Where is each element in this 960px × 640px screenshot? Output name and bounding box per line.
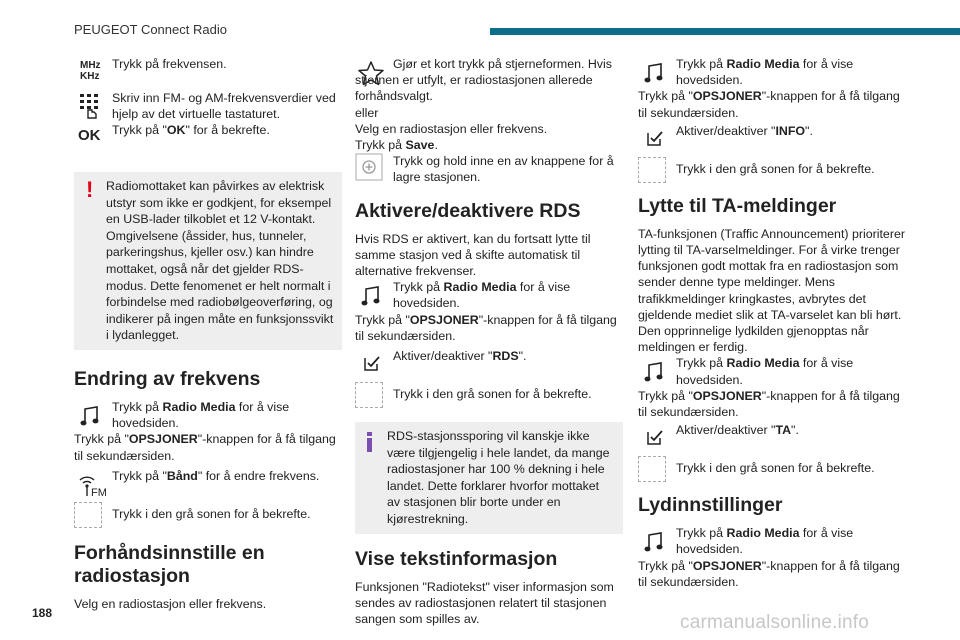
step-options: Trykk på "OPSJONER"-knappen for å få tilgang til sekundærsiden. [638,89,900,120]
step-tap-frequency [74,56,342,86]
step-text-ok: Trykk på "OK" for å bekrefte. [112,123,270,138]
step-keypad [74,90,342,154]
keypad-icon [78,92,108,122]
step-options: Trykk på "OPSJONER"-knappen for å få tilgang til sekundærsiden. [638,388,900,420]
step-radio-media: Trykk på Radio Media for å vise hovedsiden. [638,525,906,557]
warning-note: ! Radiomottaket kan påvirkes av elektrisk utstyr som ikke er godkjent, for eksempel en USB-lader tilkoblet et 12 V-kontakt. Omgivelsene (åssider, hus, tunneler, parkeringshus, kjeller osv.) kan hindre mottaket, også når det gjelder RDS-modus. Dette fenomenet er helt normalt i forbindelse med radiobølgeoverføring, og indikerer på ingen måte en funksjonssvikt i lydanlegget. [74,172,342,350]
mhz-khz-icon: MHz KHz [80,60,101,82]
step-text: Trykk på frekvensen. [112,57,227,71]
star-icon [357,60,387,90]
step-band: FM Trykk på "Bånd" for å endre frekvens. [74,468,342,498]
step-gray-zone: Trykk i den grå sonen for å bekrefte. [74,502,342,532]
column-3 [638,56,906,590]
text-select-station: Velg en radiostasjon eller frekvens. [355,121,548,136]
preset-add-icon [355,153,385,183]
header-accent-bar [490,28,960,35]
paragraph-select-station: Velg en radiostasjon eller frekvens. [74,596,267,611]
music-note-icon [644,62,674,92]
ok-icon: OK [78,127,101,144]
step-star: Gjør et kort trykk på stjerneformen. Hvis stjernen er utfylt, er radiostasjonen allerede forhåndsvalgt. [355,57,612,104]
step-text: Skriv inn FM- og AM-frekvensverdier ved hjelp av det virtuelle tastaturet. [112,91,336,122]
gray-zone-icon [74,502,104,532]
heading-change-frequency: Endring av frekvens [74,367,261,390]
step-options: Trykk på "OPSJONER"-knappen for å få tilgang til sekundærsiden. [355,312,617,343]
step-radio-media: Trykk på Radio Media for å vise hovedsiden. [638,56,906,88]
music-note-icon [644,531,674,561]
step-ta-toggle: Aktiver/deaktiver "TA". [638,422,906,452]
step-gray-zone: Trykk i den grå sonen for å bekrefte. [638,157,906,187]
column-2 [355,56,623,627]
step-radio-media: Trykk på Radio Media for å vise hovedsiden. [74,399,342,431]
heading-rds: Aktivere/deaktivere RDS [355,199,581,222]
music-note-icon [644,361,674,391]
heading-ta: Lytte til TA-meldinger [638,194,837,217]
gray-zone-icon [355,382,385,412]
checkbox-icon [646,428,676,458]
heading-sound-settings: Lydinnstillinger [638,494,783,517]
column-1 [74,56,342,612]
step-options: Trykk på "OPSJONER"-knappen for å få tilgang til sekundærsiden. [74,432,336,463]
page-number: 188 [32,606,53,620]
step-gray-zone: Trykk i den grå sonen for å bekrefte. [638,456,906,486]
heading-text-info: Vise tekstinformasjon [355,547,558,570]
text-save: Trykk på Save. [355,138,438,153]
step-radio-media: Trykk på Radio Media for å vise hovedsiden. [638,355,906,387]
step-hold: Trykk og hold inne en av knappene for å lagre stasjonen. [355,153,623,185]
gray-zone-icon [638,456,668,486]
warning-icon: ! [86,177,94,202]
step-gray-zone: Trykk i den grå sonen for å bekrefte. [355,382,623,412]
watermark: carmanualsonline.info [680,612,870,633]
fm-radio-icon [76,470,106,500]
info-icon [367,432,373,452]
info-note: RDS-stasjonssporing vil kanskje ikke være tilgjengelig i hele landet, da mange radiostasjoner har 100 % dekning i hele landet. Dette forklarer hvorfor mottaket av stasjonen blir borte under en kjørestrekning. [355,422,623,534]
svg-text:FM: FM [91,486,107,498]
page-header-title: PEUGEOT Connect Radio [74,22,227,37]
text-or: eller [355,105,379,120]
paragraph-text-intro: Funksjonen "Radiotekst" viser informasjon som sendes av radiostasjonen relatert til stasjonen sangen som spilles av. [355,579,614,627]
checkbox-icon [646,129,676,159]
step-radio-media: Trykk på Radio Media for å vise hovedsiden. [355,279,623,311]
checkbox-icon [363,354,393,384]
music-note-icon [80,405,110,435]
step-options: Trykk på "OPSJONER"-knappen for å få tilgang til sekundærsiden. [638,558,900,589]
step-rds-toggle: Aktiver/deaktiver "RDS". [355,348,623,378]
music-note-icon [361,285,391,315]
gray-zone-icon [638,157,668,187]
heading-preset-station: Forhåndsinnstille en radiostasjon [74,541,265,587]
paragraph-rds-intro: Hvis RDS er aktivert, kan du fortsatt lytte til samme stasjon ved å skifte automatisk til alternative frekvenser. [355,231,591,279]
step-info-toggle: Aktiver/deaktiver "INFO". [638,123,906,153]
paragraph-ta-intro: TA-funksjonen (Traffic Announcement) prioriterer lytting til TA-varselmeldinger. For å virke trenger funksjonen godt mottak fra en radiostasjon som sender denne type meldinger. Mens trafikkmeldinger kringkastes, avbrytes det gjeldende mediet slik at TA-varselet kan bli hørt. Den opprinnelige lydkilden gjenopptas når meldingen er ferdig. [638,226,905,355]
